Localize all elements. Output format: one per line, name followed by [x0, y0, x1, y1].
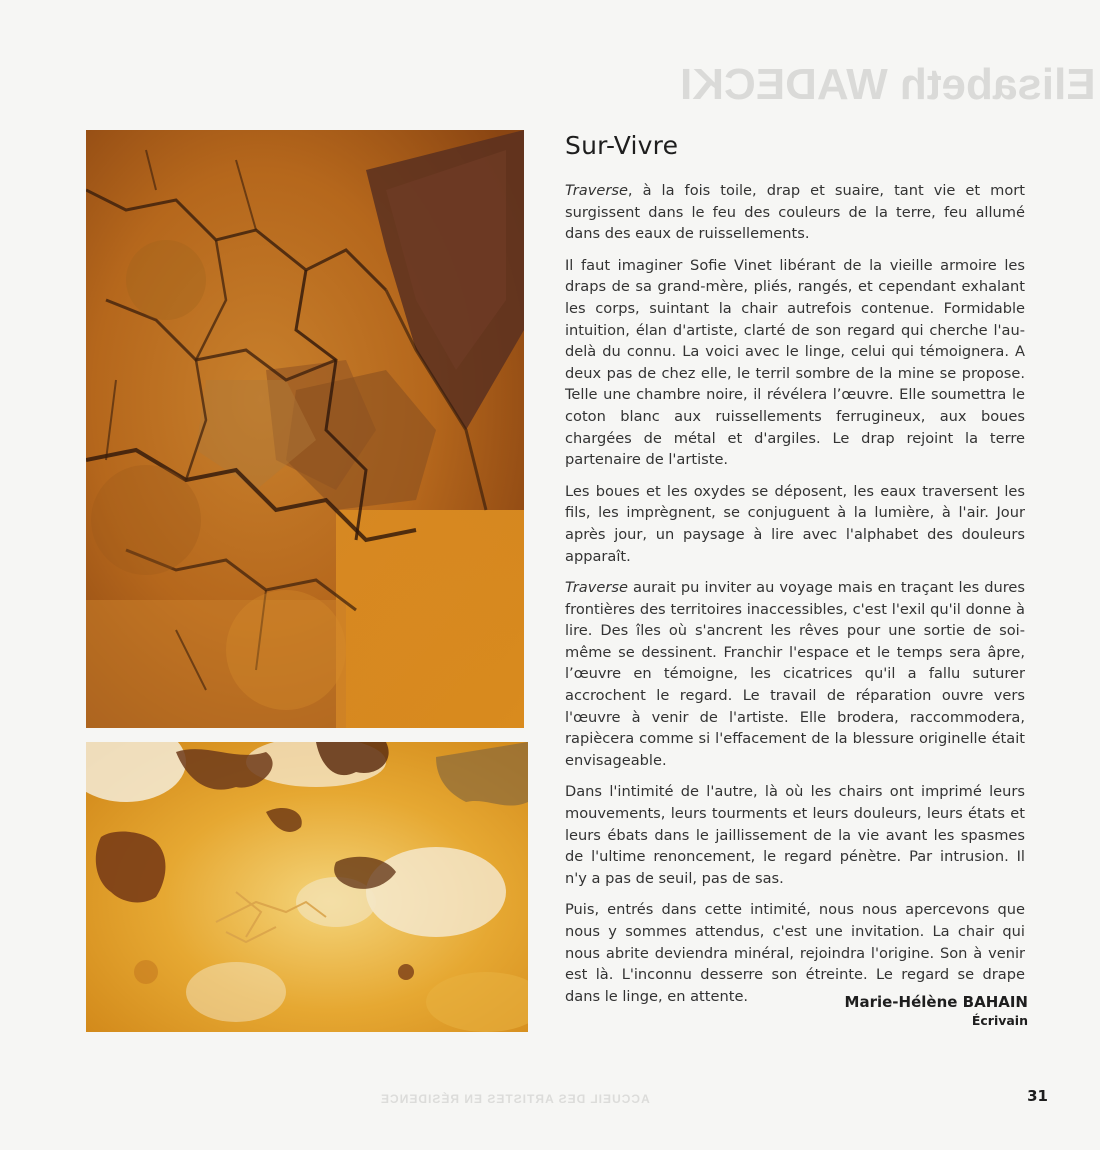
stained-fabric-photo: [86, 742, 528, 1032]
paragraph-5: Dans l'intimité de l'autre, là où les chairs ont imprimé leurs mouvements, leurs tourments et leurs douleurs, leurs états et leurs ébats dans le jaillissement de la vie avant les spasmes de l'ultime renoncement, le regard pénètre. Par intrusion. Il n'y a pas de seuil, pas de sas.: [565, 783, 1025, 887]
paragraph-1: Traverse, à la fois toile, drap et suaire, tant vie et mort surgissent dans le feu des couleurs de la terre, feu allumé dans des eaux de ruissellements.: [565, 182, 1025, 243]
emphasis-traverse: Traverse: [565, 182, 628, 199]
cracked-earth-photo: [86, 130, 524, 728]
paragraph-4: Traverse aurait pu inviter au voyage mais en traçant les dures frontières des territoires inaccessibles, c'est l'exil qu'il donne à lire. Des îles où s'ancrent les rêves pour une sortie de soi-même se dessinent. Franchir l'espace et le temps sera âpre, l’œuvre en témoigne, les cicatrices qu'il a fallu suturer accrochent le regard. Le travail de réparation ouvre vers l'œuvre à venir de l'artiste. Elle brodera, raccommodera, rapiècera comme si l'effacement de la blessure originelle était envisageable.: [565, 579, 1025, 769]
article-body: [565, 180, 1025, 1017]
bleed-through-footer: ACCUEIL DES ARTISTES EN RÉSIDENCE: [380, 1092, 650, 1106]
bleed-through-heading: Elisabeth WADECKI: [680, 60, 1096, 109]
paragraph-2: Il faut imaginer Sofie Vinet libérant de la vieille armoire les draps de sa grand-mère, pliés, rangés, et cependant exhalant les corps, suintant la chair autrefois contenue. Formidable intuition, élan d'artiste, clarté de son regard qui cherche l'au-delà du connu. La voici avec le linge, celui qui témoignera. A deux pas de chez elle, le terril sombre de la mine se propose. Telle une chambre noire, il révélera l’œuvre. Elle soumettra le coton blanc aux ruissellements ferrugineux, aux boues chargées de métal et d'argiles. Le drap rejoint la terre partenaire de l'artiste.: [565, 256, 1025, 469]
author-name: Marie-Hélène BAHAIN: [844, 993, 1028, 1011]
article-title: Sur-Vivre: [565, 131, 679, 160]
emphasis-traverse: Traverse: [565, 579, 628, 597]
paragraph-3: Les boues et les oxydes se déposent, les eaux traversent les fils, les imprègnent, se conjuguent à la lumière, à l'air. Jour après jour, un paysage à lire avec l'alphabet des douleurs apparaît.: [565, 482, 1025, 565]
author-role: Écrivain: [971, 1013, 1028, 1028]
page-number: 31: [1027, 1087, 1048, 1105]
signature: [845, 992, 1028, 1030]
paragraph-6: Puis, entrés dans cette intimité, nous nous apercevons que nous y sommes attendus, c'est une invitation. La chair qui nous abrite deviendra minéral, rejoindra l'origine. Son à venir est là. L'inconnu desserre son étreinte. Le regard se drape dans le linge, en attente.: [565, 901, 1025, 1005]
